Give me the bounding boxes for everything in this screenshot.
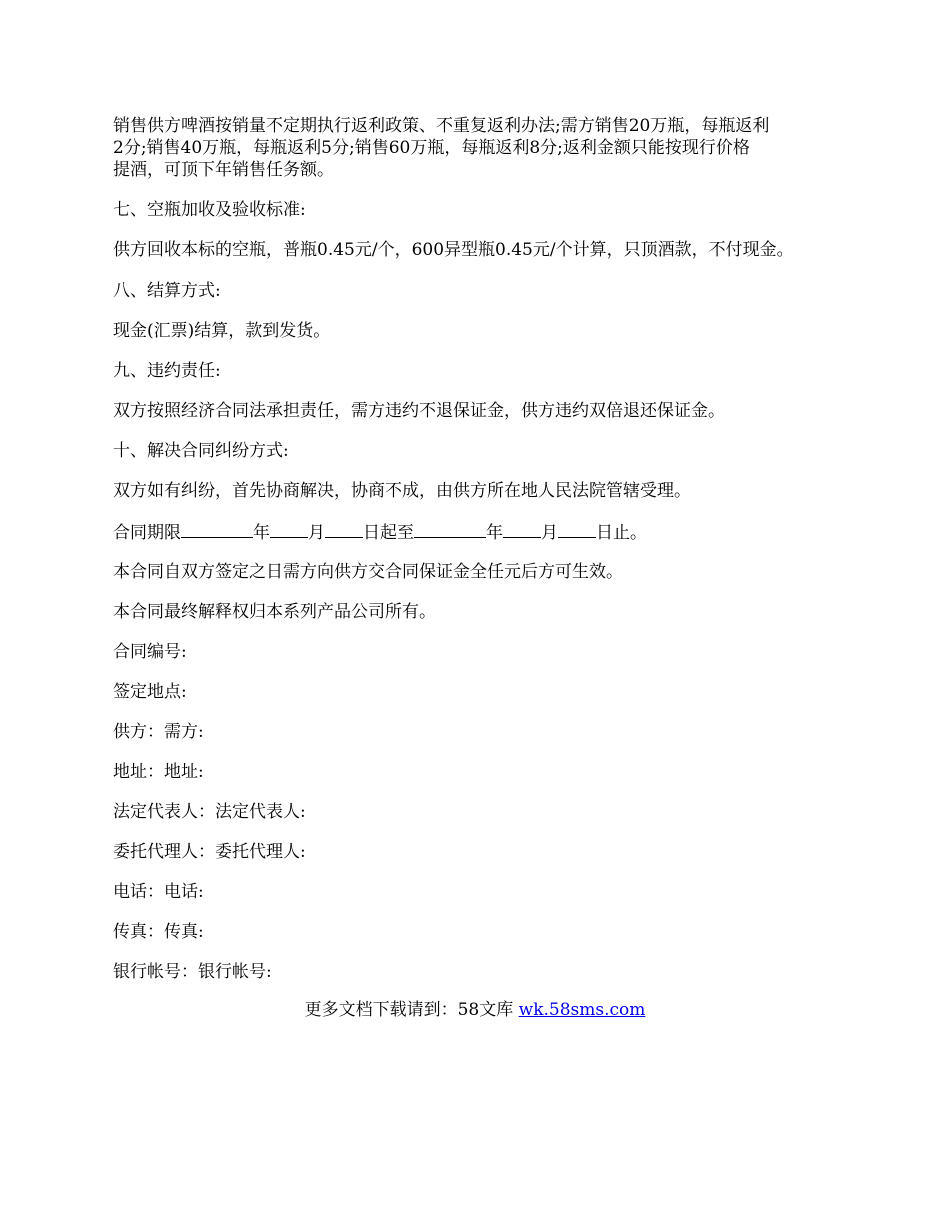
phone-field: 电话：电话: <box>113 882 204 902</box>
parties-field: 供方：需方: <box>113 722 204 742</box>
term-year2-label: 年 <box>486 523 503 543</box>
term-from-label: 日起至 <box>363 523 414 543</box>
section-heading-7: 七、空瓶加收及验收标准: <box>113 200 306 220</box>
section-heading-8: 八、结算方式: <box>113 281 221 301</box>
rebate-line-2: 2分;销售40万瓶，每瓶返利5分;销售60万瓶，每瓶返利8分;返利金额只能按现行价格 <box>113 138 750 158</box>
section-heading-10: 十、解决合同纠纷方式: <box>113 441 289 461</box>
agent-field: 委托代理人：委托代理人: <box>113 842 306 862</box>
liability-paragraph: 双方按照经济合同法承担责任，需方违约不退保证金，供方违约双倍退还保证金。 <box>113 401 725 421</box>
term-end-month-blank <box>503 519 541 538</box>
empty-bottle-paragraph: 供方回收本标的空瓶，普瓶0.45元/个，600异型瓶0.45元/个计算，只顶酒款，不付现金。 <box>113 240 794 260</box>
contract-term-line <box>113 519 843 546</box>
legal-representative-field: 法定代表人：法定代表人: <box>113 802 306 822</box>
term-end-year-blank <box>414 519 486 538</box>
term-month2-label: 月 <box>541 523 558 543</box>
term-month-label: 月 <box>308 523 325 543</box>
term-start-year-blank <box>181 519 253 538</box>
rebate-line-3: 提酒，可顶下年销售任务额。 <box>113 160 334 180</box>
term-label: 合同期限 <box>113 523 181 543</box>
interpretation-rights: 本合同最终解释权归本系列产品公司所有。 <box>113 602 436 622</box>
download-footer <box>0 998 950 1023</box>
section-heading-9: 九、违约责任: <box>113 361 221 381</box>
settlement-paragraph: 现金(汇票)结算，款到发货。 <box>113 321 331 341</box>
bank-account-field: 银行帐号：银行帐号: <box>113 962 272 982</box>
term-end-label: 日止。 <box>596 523 647 543</box>
footer-text: 更多文档下载请到：58文库 <box>304 1000 514 1020</box>
contract-number-field: 合同编号: <box>113 642 187 662</box>
fax-field: 传真：传真: <box>113 922 204 942</box>
term-start-day-blank <box>325 519 363 538</box>
term-end-day-blank <box>558 519 596 538</box>
signing-place-field: 签定地点: <box>113 682 187 702</box>
rebate-line-1: 销售供方啤酒按销量不定期执行返利政策、不重复返利办法;需方销售20万瓶，每瓶返利 <box>113 116 770 136</box>
footer-link[interactable]: wk.58sms.com <box>518 1000 646 1020</box>
term-start-month-blank <box>270 519 308 538</box>
address-field: 地址：地址: <box>113 762 204 782</box>
deposit-paragraph: 本合同自双方签定之日需方向供方交合同保证金全任元后方可生效。 <box>113 562 623 582</box>
dispute-paragraph: 双方如有纠纷，首先协商解决，协商不成，由供方所在地人民法院管辖受理。 <box>113 481 691 501</box>
term-year-label: 年 <box>253 523 270 543</box>
